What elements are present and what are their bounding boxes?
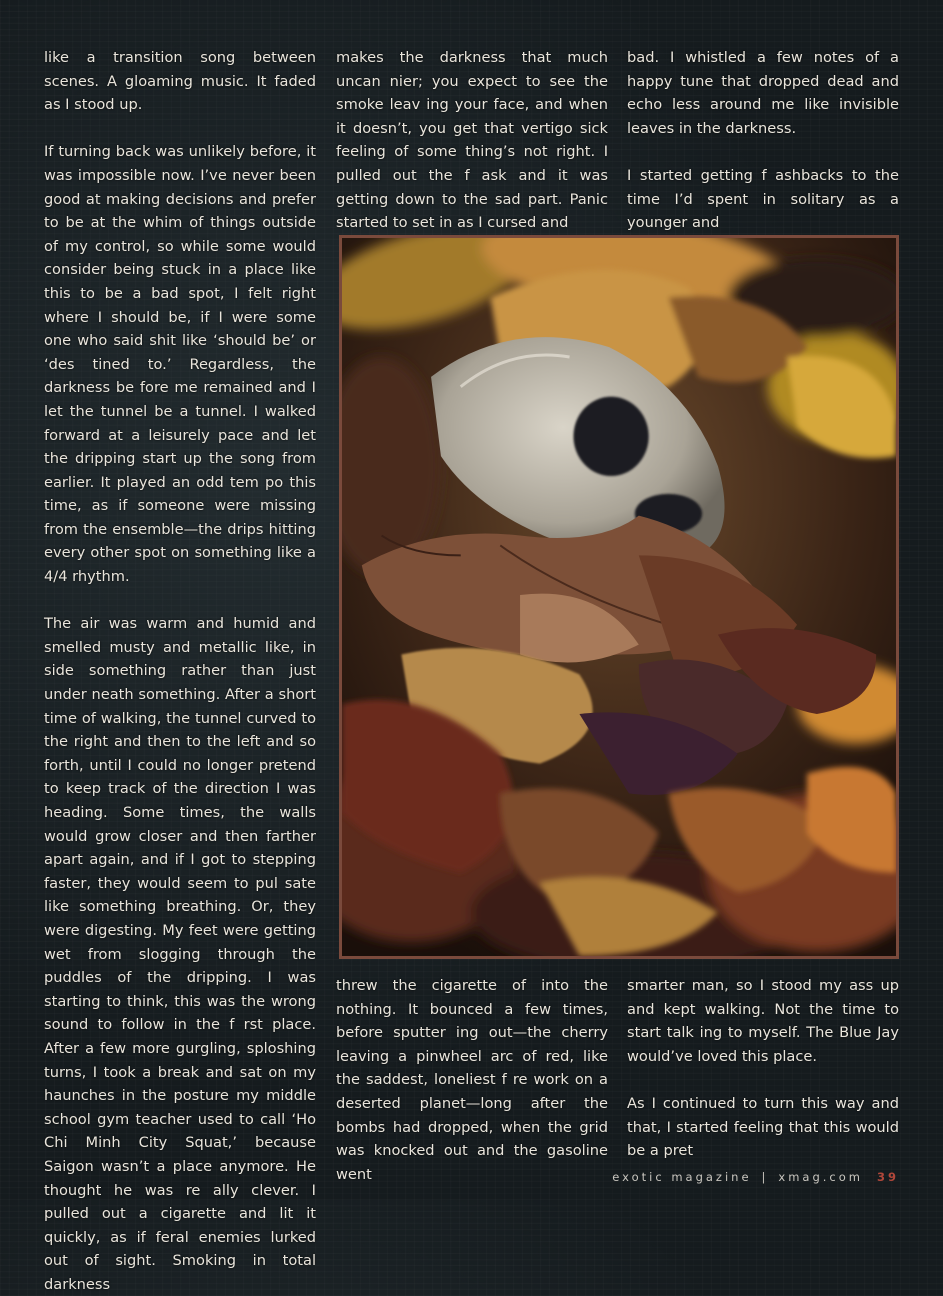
text-column-3-top	[627, 46, 899, 235]
text-column-1	[44, 46, 316, 1296]
text-column-2-bottom	[336, 974, 608, 1186]
text-column-3-bottom	[627, 974, 899, 1163]
paragraph: The air was warm and humid and smelled musty and metallic like, in side something rather than just under neath something. After a short time of walking, the tunnel curved to the right and then to the left and so forth, until I could no longer pretend to keep track of the direction I was heading. Some times, the walls would grow closer and then farther apart again, and if I got to stepping faster, they would seem to pul sate like something breathing. Or, they were digesting. My feet were getting wet from slogging through the puddles of the dripping. I was starting to think, this was the wrong sound to follow in the f rst place. After a few more gurgling, sploshing turns, I took a break and sat on my haunches in the posture my middle school gym teacher used to call ‘Ho Chi Minh City Squat,’ because Saigon wasn’t a place anymore. He thought he was re ally clever. I pulled out a cigarette and lit it quickly, as if feral enemies lurked out of sight. Smoking in total darkness	[44, 615, 316, 1293]
paragraph: threw the cigarette of into the nothing. It bounced a few times, before sputter ing out—the cherry leaving a pinwheel arc of red, like the saddest, loneliest f re work on a deserted planet—long after the bombs had dropped, when the grid was knocked out and the gasoline went	[336, 977, 608, 1183]
footer-separator: |	[761, 1170, 769, 1184]
photo-illustration	[342, 238, 896, 956]
page-number: 39	[876, 1170, 899, 1184]
paragraph: smarter man, so I stood my ass up and kept walking. Not the time to start talk ing to myself. The Blue Jay would’ve loved this place.	[627, 977, 899, 1065]
paragraph: If turning back was unlikely before, it was impossible now. I’ve never been good at making decisions and prefer to be at the whim of things outside of my control, so while some would consider being stuck in a place like this to be a bad spot, I felt right where I should be, if I were some one who said shit like ‘should be’ or ‘des tined to.’ Regardless, the darkness be fore me remained and I let the tunnel be a tunnel. I walked forward at a leisurely pace and let the dripping start up the song from earlier. It played an odd tem po this time, as if someone were missing from the ensemble—the drips hitting every other spot on something like a 4/4 rhythm.	[44, 143, 316, 586]
paragraph: bad. I whistled a few notes of a happy tune that dropped dead and echo less around me like invisible leaves in the darkness.	[627, 49, 899, 137]
skull-in-leaves-photo	[339, 235, 899, 959]
website-link[interactable]: xmag.com	[778, 1170, 863, 1184]
text-column-2-top	[336, 46, 608, 235]
paragraph: like a transition song between scenes. A gloaming music. It faded as I stood up.	[44, 49, 316, 114]
page-footer	[612, 1170, 899, 1184]
magazine-name: exotic magazine	[612, 1170, 752, 1184]
paragraph: I started getting f ashbacks to the time I’d spent in solitary as a younger and	[627, 166, 899, 232]
paragraph: As I continued to turn this way and that, I started feeling that this would be a pret	[627, 1094, 899, 1160]
paragraph: makes the darkness that much uncan nier; you expect to see the smoke leav ing your face, and when it doesn’t, you get that vertigo sick feeling of some thing’s not right. I pulled out the f ask and it was getting down to the sad part. Panic started to set in as I cursed and	[336, 49, 608, 232]
